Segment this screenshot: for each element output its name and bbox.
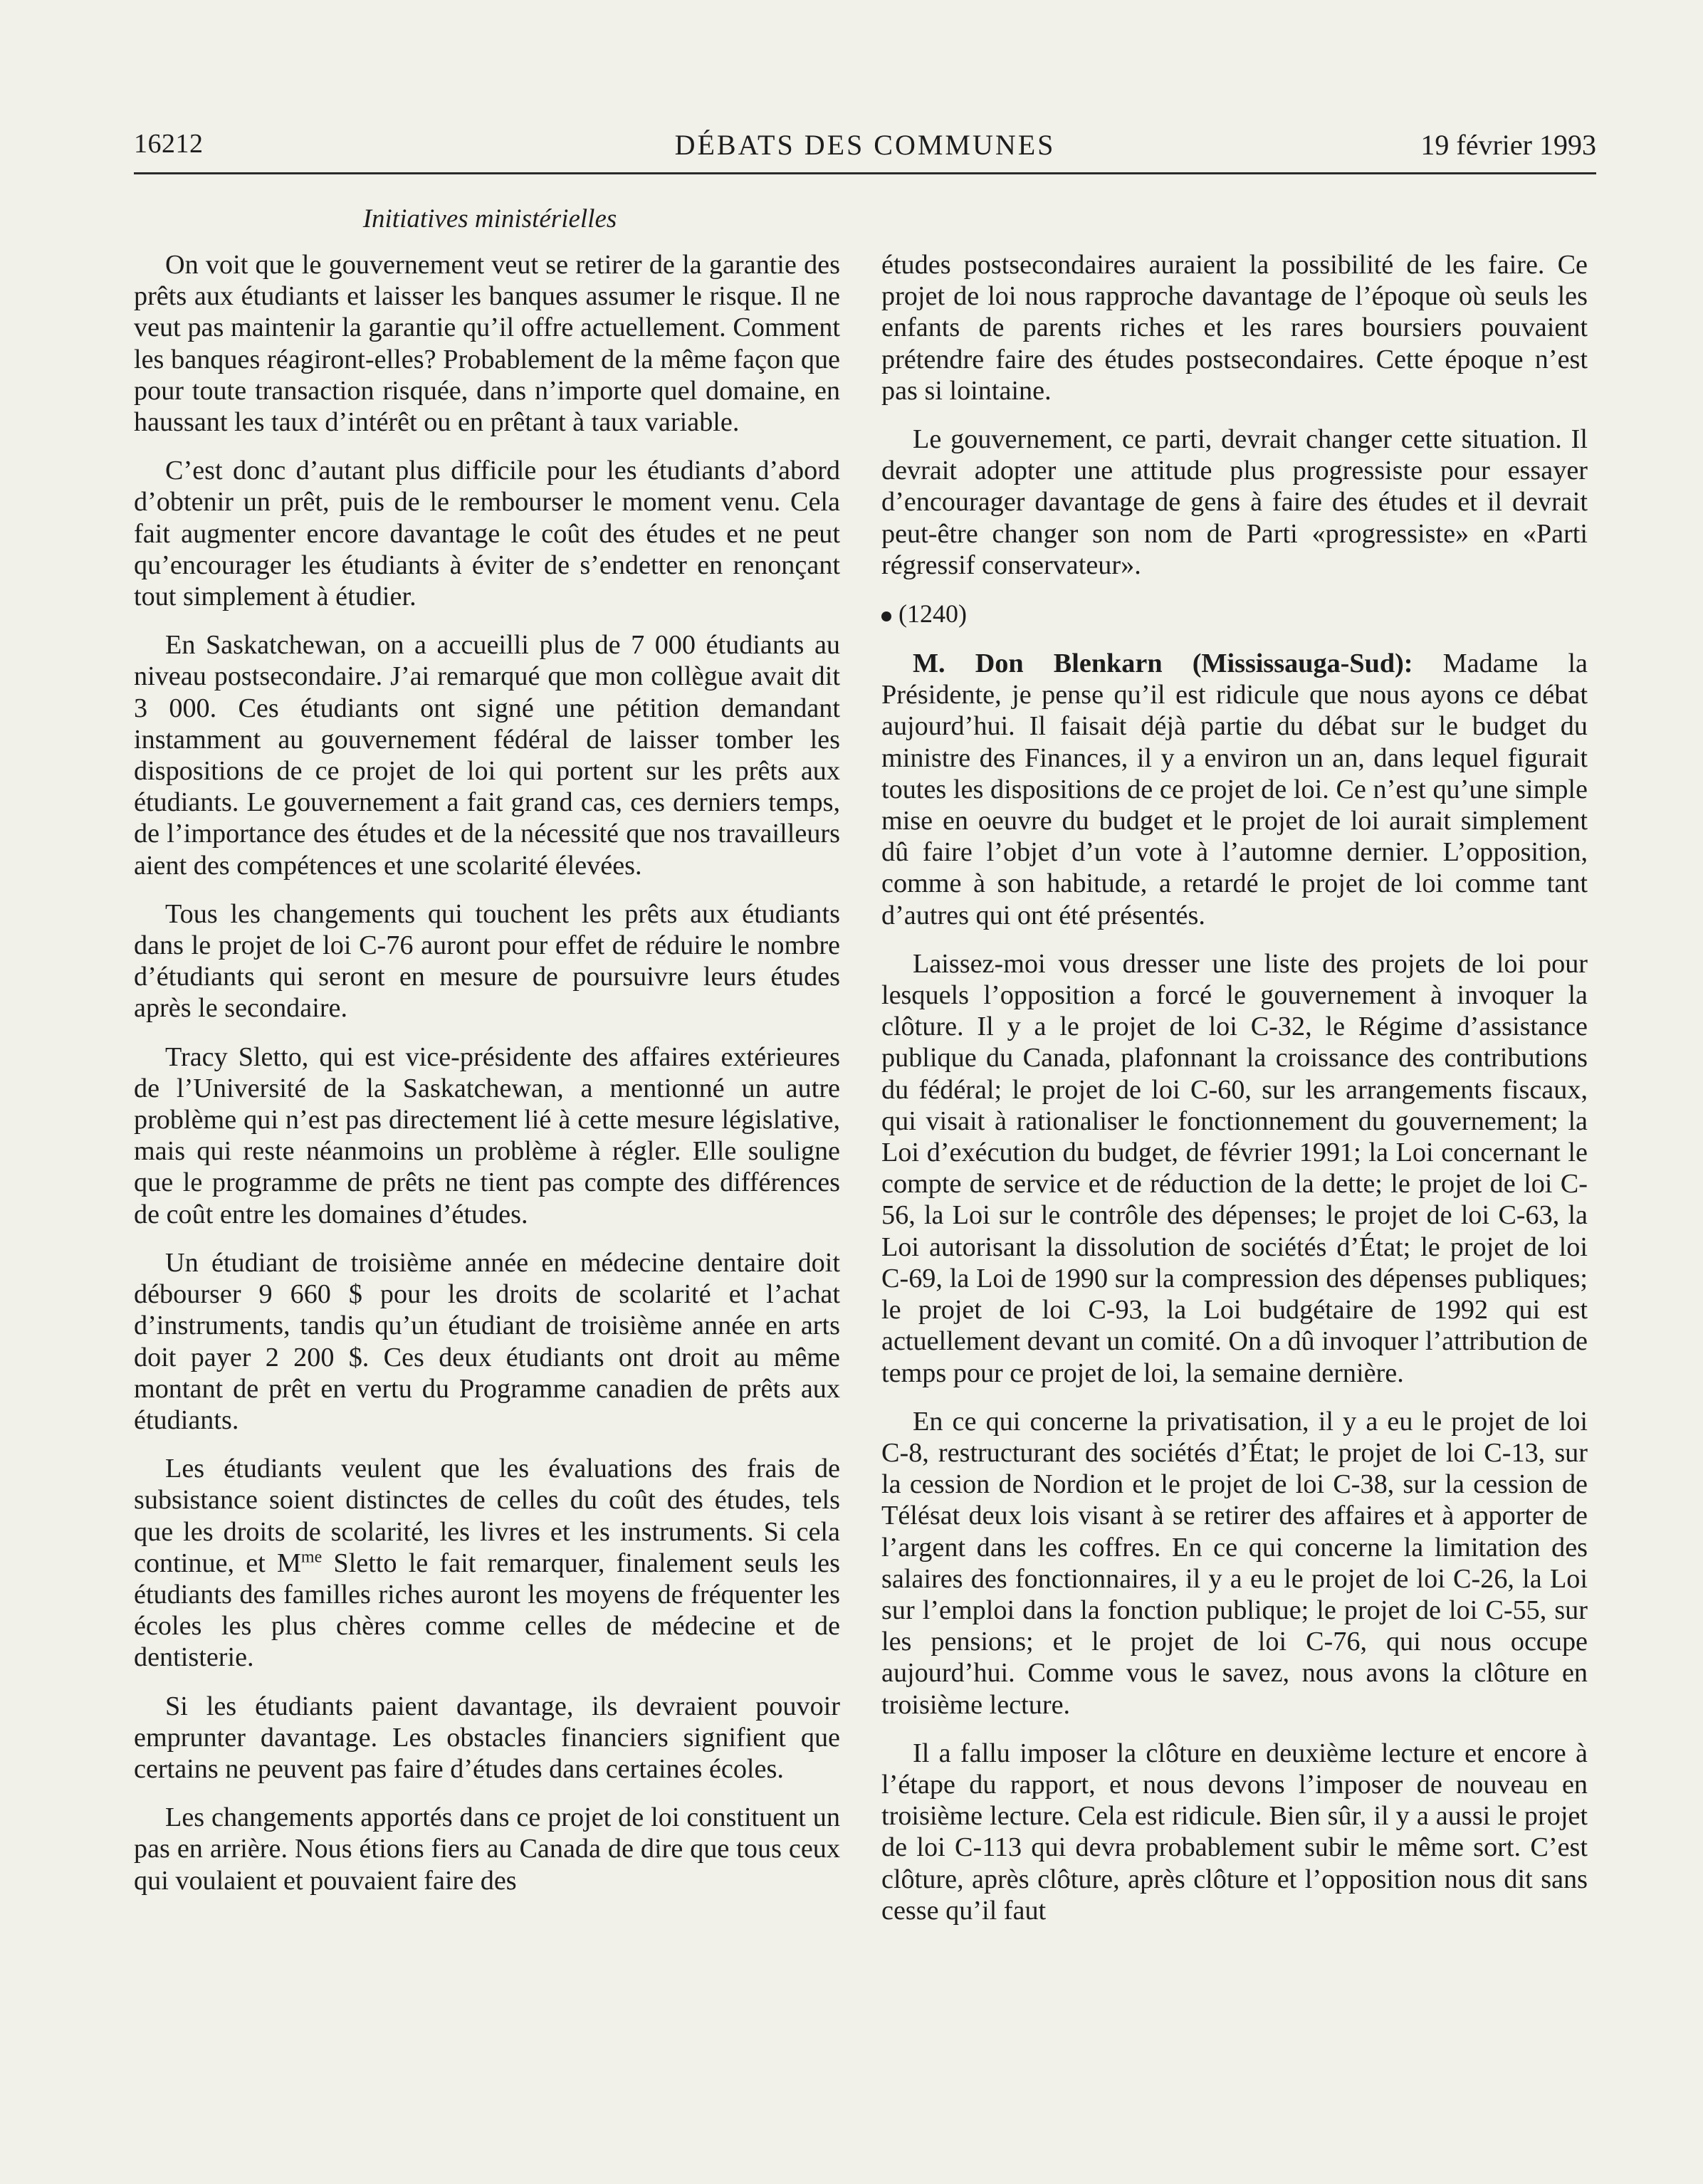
- paragraph: [881, 648, 1588, 931]
- paragraph: C’est donc d’autant plus difficile pour les étudiants d’abord d’obtenir un prêt, puis de le rembourser le moment venu. Cela fait augmenter encore davantage le coût des études et ne peut qu’encourager les étudiants à éviter de s’endetter en renonçant tout simplement à étudier.: [134, 456, 840, 612]
- paragraph: Un étudiant de troisième année en médecine dentaire doit débourser 9 660 $ pour les droits de scolarité et l’achat d’instruments, tandis qu’un étudiant de troisième année en arts doit payer 2 200 $. Ces deux étudiants ont droit au même montant de prêt en vertu du Programme canadien de prêts aux étudiants.: [134, 1247, 840, 1435]
- superscript-title: me: [300, 1547, 323, 1566]
- left-column: [134, 249, 840, 1913]
- bullet-dot-icon: [881, 611, 891, 621]
- paragraph: Il a fallu imposer la clôture en deuxième lecture et encore à l’étape du rapport, et nous devons l’imposer de nouveau en troisième lecture. Cela est ridicule. Bien sûr, il y a aussi le projet de loi C-113 qui devra probablement subir le même sort. C’est clôture, après clôture, après clôture et l’opposition nous dit sans cesse qu’il faut: [881, 1738, 1588, 1926]
- journal-title: DÉBATS DES COMMUNES: [674, 129, 1056, 161]
- paragraph: Tracy Sletto, qui est vice-présidente des affaires extérieures de l’Université de la Saskatchewan, a mentionné un autre problème qui n’est pas directement lié à cette mesure législative, mais qui reste néanmoins un problème à régler. Elle souligne que le programme de prêts ne tient pas compte des différences de coût entre les domaines d’études.: [134, 1041, 840, 1229]
- paragraph: [134, 1453, 840, 1673]
- sitting-date: 19 février 1993: [1420, 129, 1596, 161]
- time-marker: [881, 598, 1588, 629]
- paragraph-text: Madame la Présidente, je pense qu’il est ridicule que nous ayons ce débat aujourd’hui. Il faisait déjà partie du débat sur le budget du ministre des Finances, il y a environ un an, dans lequel figurait toutes les dispositions de ce projet de loi. Ce n’est qu’une simple mise en oeuvre du budget et le projet de loi aurait simplement dû faire l’objet d’un vote à l’automne dernier. L’opposition, comme à son habitude, a retardé le projet de loi comme tant d’autres qui ont été présentés.: [881, 649, 1588, 930]
- section-title: Initiatives ministérielles: [362, 204, 617, 233]
- paragraph: On voit que le gouvernement veut se retirer de la garantie des prêts aux étudiants et laisser les banques assumer le risque. Il ne veut pas maintenir la garantie qu’il offre actuellement. Comment les banques réagiront-elles? Probablement de la même façon que pour toute transaction risquée, dans n’importe quel domaine, en haussant les taux d’intérêt ou en prêtant à taux variable.: [134, 250, 840, 438]
- time-marker-text: (1240): [898, 599, 967, 629]
- right-column: [881, 249, 1588, 1943]
- running-header: [134, 122, 1596, 174]
- paragraph: Laissez-moi vous dresser une liste des projets de loi pour lesquels l’opposition a forcé le gouvernement à invoquer la clôture. Il y a le projet de loi C-32, le Régime d’assistance publique du Canada, plafonnant la croissance des contributions du fédéral; le projet de loi C-60, sur les arrangements fiscaux, qui visait à rationaliser le fonctionnement du gouvernement; la Loi d’exécution du budget, de février 1991; la Loi concernant le compte de service et de réduction de la dette; le projet de loi C-56, la Loi sur le contrôle des dépenses; le projet de loi C-63, la Loi autorisant la dissolution de sociétés d’État; le projet de loi C-69, la Loi de 1990 sur la compression des dépenses publiques; le projet de loi C-93, la Loi budgétaire de 1992 qui est actuellement devant un comité. On a dû invoquer l’attribution de temps pour ce projet de loi, la semaine dernière.: [881, 948, 1588, 1388]
- paragraph-text: Les étudiants veulent que les évaluations des frais de subsistance soient distinctes de celles du coût des études, tels que les droits de scolarité, les livres et les instruments. Si cela continue, et M: [134, 1454, 840, 1578]
- paragraph: En Saskatchewan, on a accueilli plus de 7 000 étudiants au niveau postsecondaire. J’ai remarqué que mon collègue avait dit 3 000. Ces étudiants ont signé une pétition demandant instamment au gouvernement fédéral de laisser tomber les dispositions de ce projet de loi qui portent sur les prêts aux étudiants. Le gouvernement a fait grand cas, ces derniers temps, de l’importance des études et de la nécessité que nos travailleurs aient des compétences et une scolarité élevées.: [134, 630, 840, 881]
- paragraph: En ce qui concerne la privatisation, il y a eu le projet de loi C-8, restructurant des sociétés d’État; le projet de loi C-13, sur la cession de Nordion et le projet de loi C-38, sur la cession de Télésat deux lois visant à se retirer des affaires et à apporter de l’argent dans les coffres. En ce qui concerne la limitation des salaires des fonctionnaires, il y a eu le projet de loi C-26, la Loi sur l’emploi dans la fonction publique; le projet de loi C-55, sur les pensions; et le projet de loi C-76, qui nous occupe aujourd’hui. Comme vous le savez, nous avons la clôture en troisième lecture.: [881, 1406, 1588, 1720]
- paragraph-text: Sletto le fait remarquer, finalement seuls les étudiants des familles riches auront les moyens de fréquenter les écoles les plus chères comme celles de médecine et de dentisterie.: [134, 1548, 840, 1673]
- page-number: 16212: [134, 129, 204, 159]
- paragraph: Si les étudiants paient davantage, ils devraient pouvoir emprunter davantage. Les obstacles financiers signifient que certains ne peuvent pas faire d’études dans certaines écoles.: [134, 1691, 840, 1784]
- paragraph: Tous les changements qui touchent les prêts aux étudiants dans le projet de loi C-76 auront pour effet de réduire le nombre d’étudiants qui seront en mesure de poursuivre leurs études après le secondaire.: [134, 898, 840, 1024]
- paragraph-continued: études postsecondaires auraient la possibilité de les faire. Ce projet de loi nous rapproche davantage de l’époque où seuls les enfants de parents riches et les rares boursiers pouvaient prétendre faire des études postsecondaires. Cette époque n’est pas si lointaine.: [881, 250, 1588, 406]
- speaker-name: M. Don Blenkarn (Mississauga-Sud):: [913, 649, 1413, 679]
- paragraph: Le gouvernement, ce parti, devrait changer cette situation. Il devrait adopter une attitude plus progressiste pour essayer d’encourager davantage de gens à faire des études et il devrait peut-être changer son nom de Parti «progressiste» en «Parti régressif conservateur».: [881, 424, 1588, 580]
- paragraph: Les changements apportés dans ce projet de loi constituent un pas en arrière. Nous étions fiers au Canada de dire que tous ceux qui voulaient et pouvaient faire des: [134, 1802, 840, 1896]
